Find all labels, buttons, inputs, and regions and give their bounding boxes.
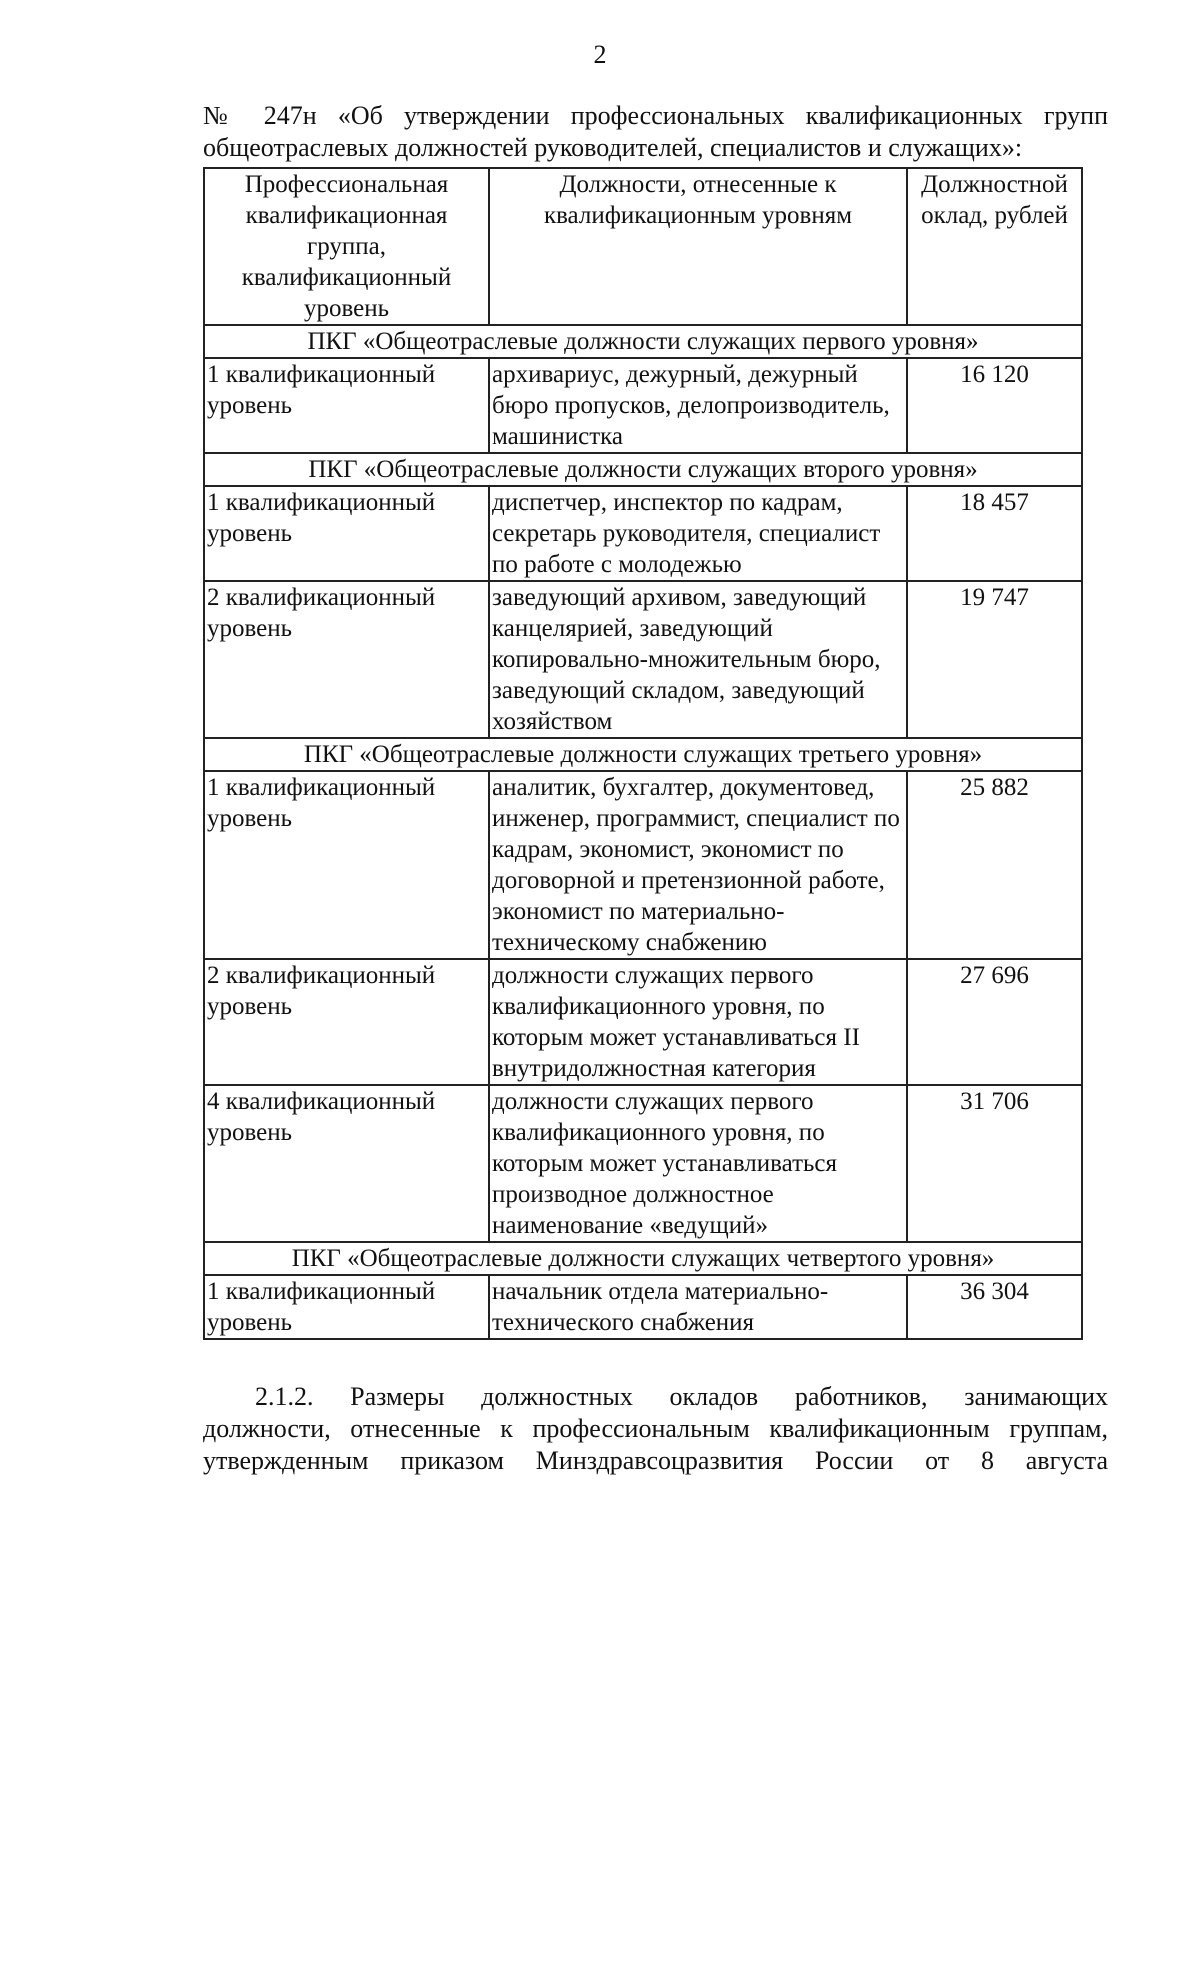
intro-line: № 247н «Об утверждении профессиональных квалификационных групп: [203, 101, 1108, 130]
header-qualification-group: Профессиональная квалификационная группа, квалификационный уровень: [204, 168, 489, 325]
salary-table: [203, 167, 1083, 1340]
level-cell: 2 квалификационный уровень: [204, 959, 489, 1085]
table-row: [204, 581, 1082, 738]
table-row: [204, 486, 1082, 581]
table-row: [204, 1085, 1082, 1242]
level-cell: 1 квалификационный уровень: [204, 358, 489, 453]
header-salary: Должностной оклад, рублей: [907, 168, 1082, 325]
outro-paragraph: [203, 1381, 1108, 1477]
group-title: ПКГ «Общеотраслевые должности служащих первого уровня»: [204, 325, 1082, 358]
outro-line: утвержденным приказом Минздравсоцразвития России от 8 августа: [203, 1446, 1108, 1475]
positions-cell: аналитик, бухгалтер, документовед, инженер, программист, специалист по кадрам, экономист, экономист по договорной и претензионной работе, экономист по материально-техническому снабжению: [489, 771, 907, 959]
group-row: [204, 325, 1082, 358]
salary-cell: 31 706: [907, 1085, 1082, 1242]
group-title: ПКГ «Общеотраслевые должности служащих третьего уровня»: [204, 738, 1082, 771]
group-row: [204, 738, 1082, 771]
intro-line: общеотраслевых должностей руководителей, специалистов и служащих»:: [203, 133, 1023, 162]
salary-cell: 25 882: [907, 771, 1082, 959]
level-cell: 2 квалификационный уровень: [204, 581, 489, 738]
group-title: ПКГ «Общеотраслевые должности служащих второго уровня»: [204, 453, 1082, 486]
intro-paragraph: [203, 100, 1108, 164]
level-cell: 1 квалификационный уровень: [204, 771, 489, 959]
group-row: [204, 453, 1082, 486]
table-header-row: [204, 168, 1082, 325]
table-row: [204, 959, 1082, 1085]
positions-cell: должности служащих первого квалификационного уровня, по которым может устанавливаться производное должностное наименование «ведущий»: [489, 1085, 907, 1242]
positions-cell: диспетчер, инспектор по кадрам, секретарь руководителя, специалист по работе с молодежью: [489, 486, 907, 581]
header-positions: Должности, отнесенные к квалификационным уровням: [489, 168, 907, 325]
group-row: [204, 1242, 1082, 1275]
outro-line: 2.1.2. Размеры должностных окладов работников, занимающих: [255, 1382, 1108, 1411]
page-number: 2: [593, 40, 607, 69]
table-row: [204, 1275, 1082, 1339]
level-cell: 1 квалификационный уровень: [204, 1275, 489, 1339]
salary-cell: 19 747: [907, 581, 1082, 738]
level-cell: 1 квалификационный уровень: [204, 486, 489, 581]
level-cell: 4 квалификационный уровень: [204, 1085, 489, 1242]
table-row: [204, 358, 1082, 453]
salary-cell: 18 457: [907, 486, 1082, 581]
positions-cell: должности служащих первого квалификационного уровня, по которым может устанавливаться II внутридолжностная категория: [489, 959, 907, 1085]
positions-cell: заведующий архивом, заведующий канцелярией, заведующий копировально-множительным бюро, заведующий складом, заведующий хозяйством: [489, 581, 907, 738]
table-row: [204, 771, 1082, 959]
salary-cell: 36 304: [907, 1275, 1082, 1339]
salary-cell: 16 120: [907, 358, 1082, 453]
outro-line: должности, отнесенные к профессиональным квалификационным группам,: [203, 1414, 1108, 1443]
salary-cell: 27 696: [907, 959, 1082, 1085]
positions-cell: начальник отдела материально-технического снабжения: [489, 1275, 907, 1339]
positions-cell: архивариус, дежурный, дежурный бюро пропусков, делопроизводитель, машинистка: [489, 358, 907, 453]
group-title: ПКГ «Общеотраслевые должности служащих четвертого уровня»: [204, 1242, 1082, 1275]
